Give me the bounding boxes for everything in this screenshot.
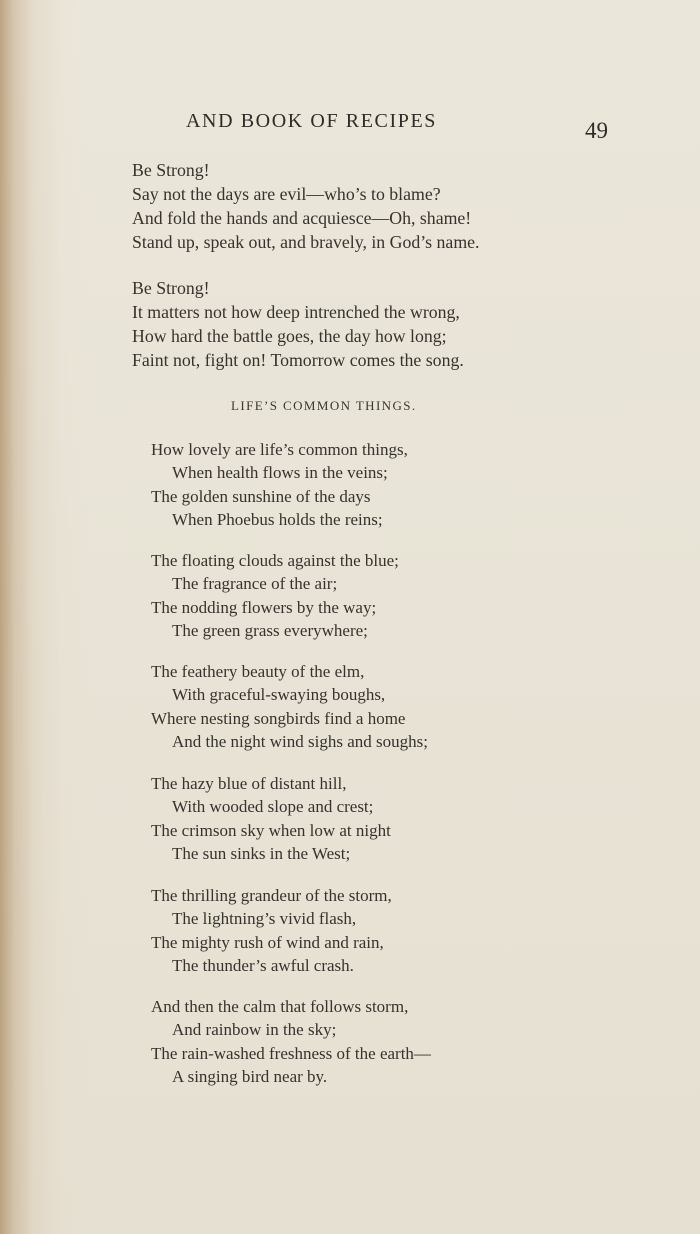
poem2-stanza-3 [151,660,428,754]
poem-line: The floating clouds against the blue; [151,551,399,570]
poem-line: The sun sinks in the West; [172,844,351,864]
poem-line: With graceful-swaying boughs, [172,685,386,705]
poem-line: Stand up, speak out, and bravely, in God’s name. [132,232,480,252]
poem-line: With wooded slope and crest; [172,797,374,817]
poem-line: The green grass everywhere; [172,621,368,641]
page-number: 49 [585,118,608,143]
poem-line: The fragrance of the air; [172,574,338,594]
poem-line: And then the calm that follows storm, [151,997,409,1016]
poem-line: When health flows in the veins; [172,463,388,483]
poem2-stanza-2 [151,549,399,643]
poem-title: LIFE’S COMMON THINGS. [231,398,417,413]
poem-line: The thunder’s awful crash. [172,956,354,976]
poem2-stanza-4 [151,772,391,866]
poem-line: And fold the hands and acquiesce—Oh, shame! [132,208,472,228]
poem-line: The lightning’s vivid flash, [172,909,357,929]
poem-line: The rain-washed freshness of the earth— [151,1043,431,1063]
poem-line: The feathery beauty of the elm, [151,662,365,681]
poem2-stanza-5 [151,884,392,978]
poem-line: It matters not how deep intrenched the wrong, [132,302,460,322]
poem-line: The crimson sky when low at night [151,820,391,840]
poem-line: And the night wind sighs and soughs; [172,732,428,752]
poem1-stanza-2 [132,276,464,372]
poem-line: And rainbow in the sky; [172,1020,337,1040]
poem-line: Say not the days are evil—who’s to blame? [132,184,441,204]
poem2-stanza-1 [151,438,408,532]
poem-line: A singing bird near by. [172,1067,328,1087]
poem-line: Be Strong! [132,278,210,298]
poem-line: The mighty rush of wind and rain, [151,932,384,952]
poem1-stanza-1 [132,158,480,254]
poem-line: How hard the battle goes, the day how long; [132,326,447,346]
poem-line: Faint not, fight on! Tomorrow comes the song. [132,350,464,370]
poem-line: The hazy blue of distant hill, [151,774,347,793]
poem-line: The thrilling grandeur of the storm, [151,886,392,905]
poem-line: The nodding flowers by the way; [151,597,377,617]
poem-line: When Phoebus holds the reins; [172,510,383,530]
poem-line: Be Strong! [132,160,210,180]
poem2-stanza-6 [151,995,431,1089]
poem-line: How lovely are life’s common things, [151,440,408,459]
poem-line: The golden sunshine of the days [151,486,371,506]
running-head: AND BOOK OF RECIPES [186,110,437,132]
poem-line: Where nesting songbirds find a home [151,708,406,728]
